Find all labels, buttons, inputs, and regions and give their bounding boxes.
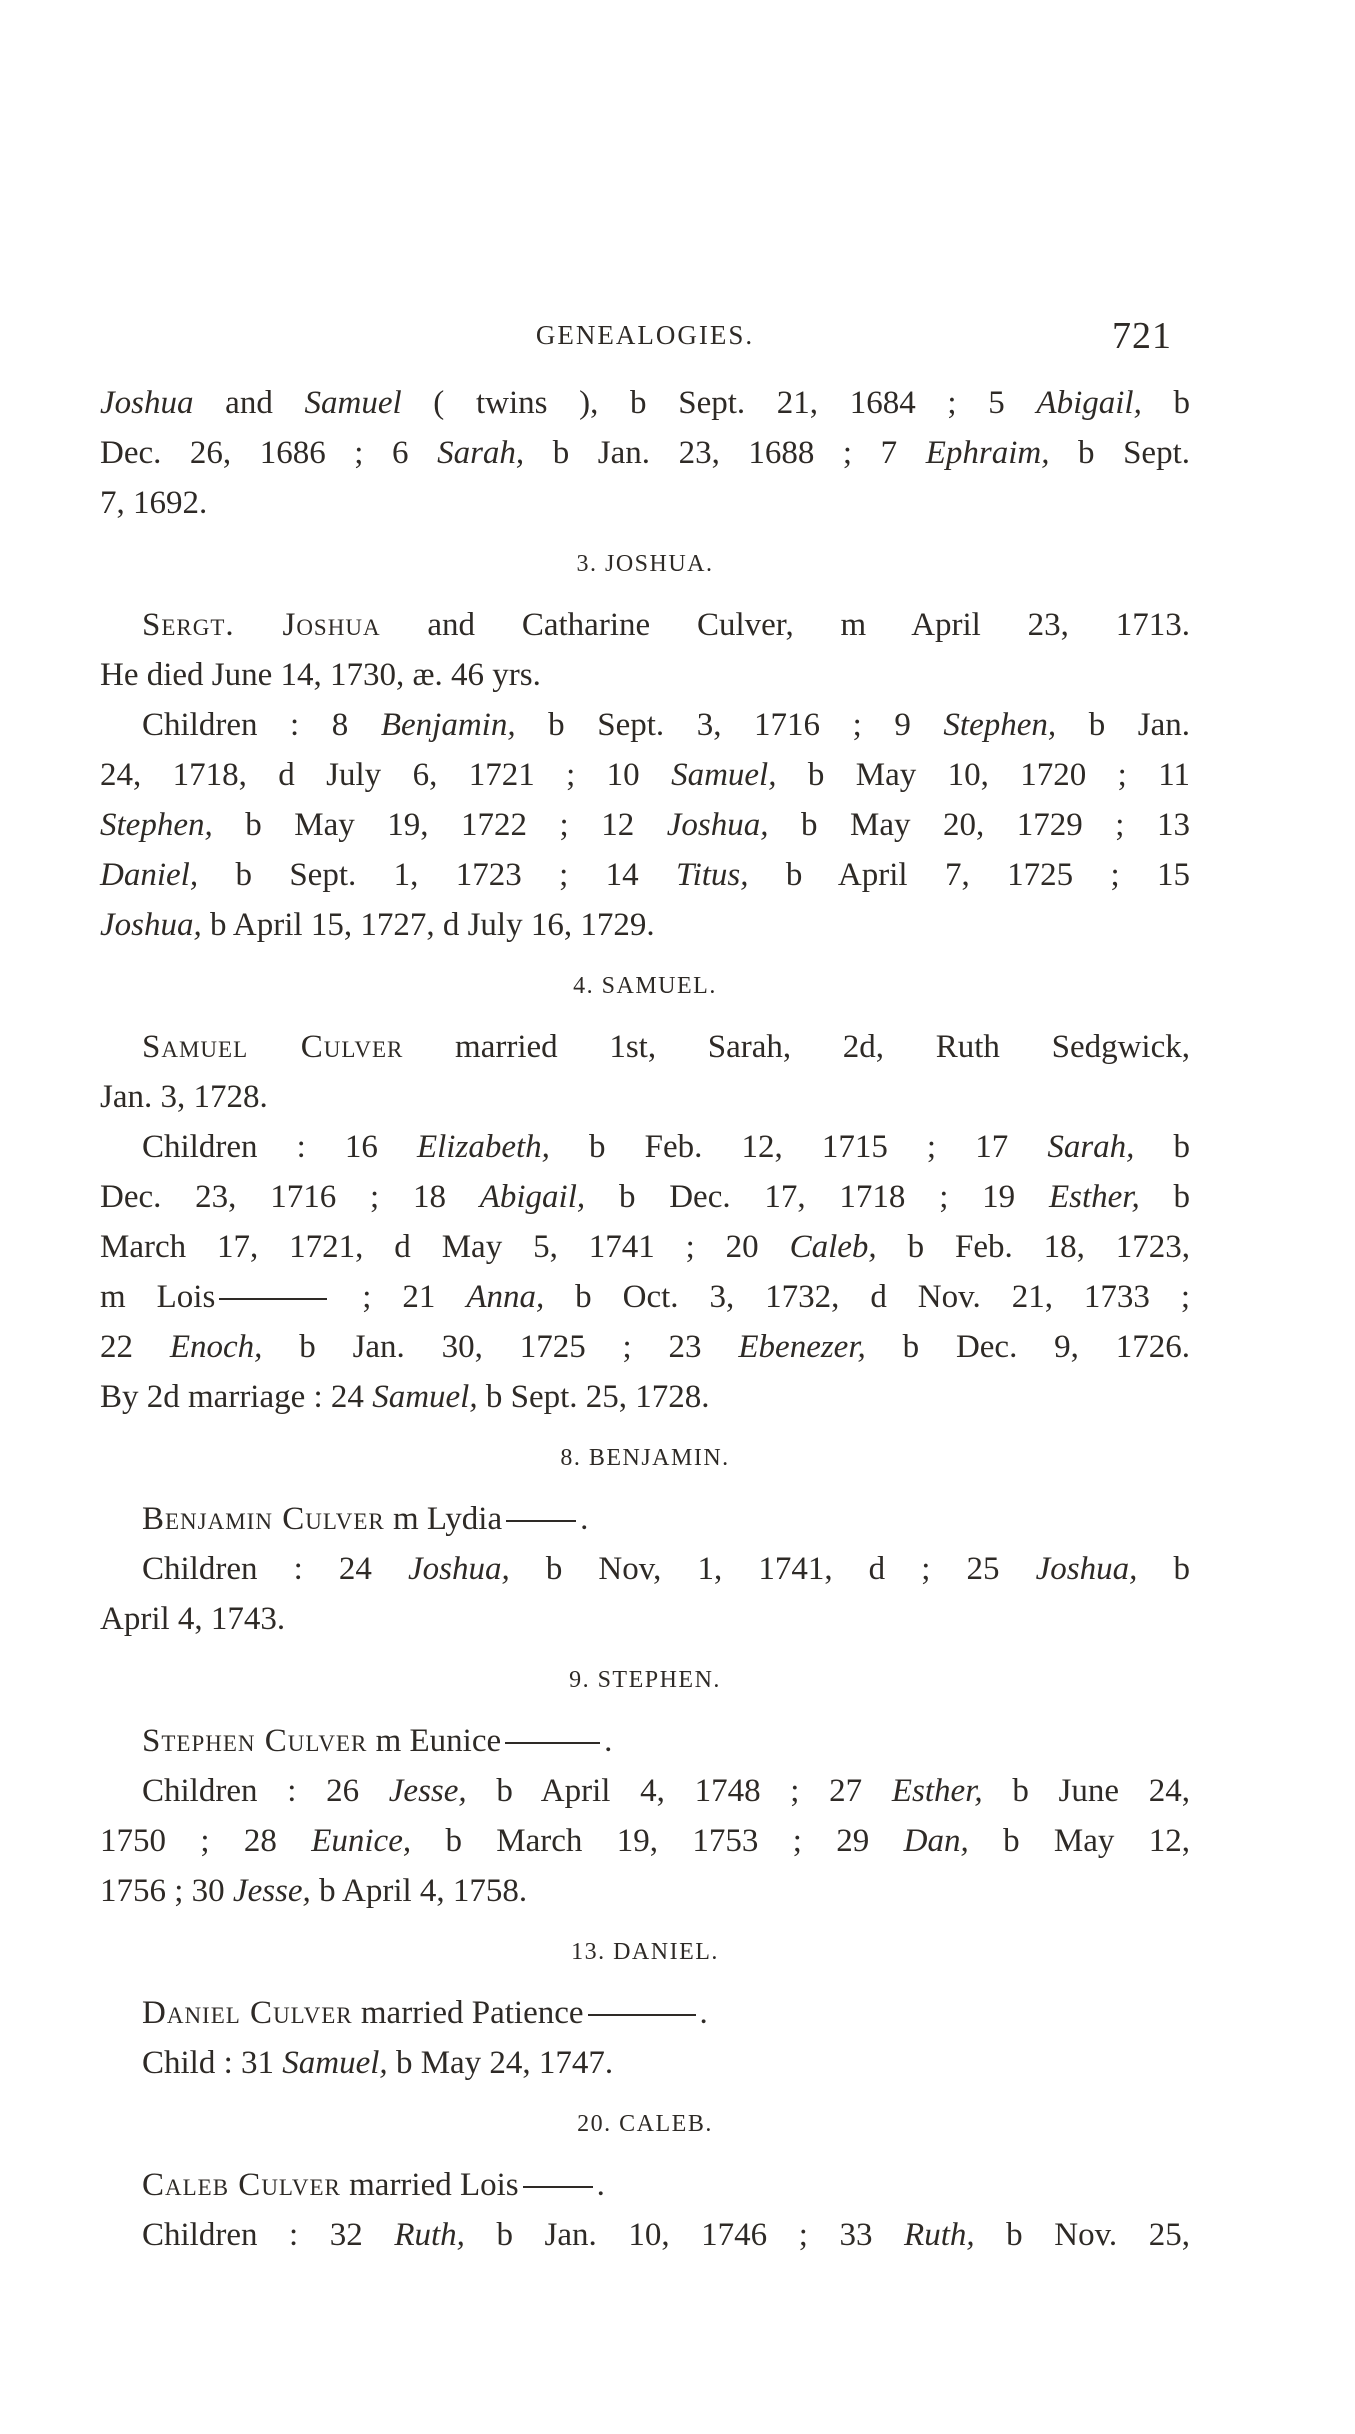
text-line xyxy=(100,1866,1190,1916)
person-name: Sergt. Joshua xyxy=(142,607,381,643)
text-run: b Sept. 1, 1723 ; 14 xyxy=(198,857,677,893)
text-line xyxy=(100,1322,1190,1372)
text-run: b April 4, 1748 ; 27 xyxy=(466,1773,892,1809)
child-name: Joshua, xyxy=(407,1551,510,1587)
text-line xyxy=(100,1716,1190,1766)
page-title: GENEALOGIES. xyxy=(535,320,755,350)
child-name: Jesse, xyxy=(388,1773,467,1809)
name-joshua: Joshua xyxy=(100,385,194,421)
intro-section xyxy=(100,378,1190,528)
text-line xyxy=(100,1022,1190,1072)
text-run: b April 7, 1725 ; 15 xyxy=(748,857,1190,893)
text-run: b xyxy=(1134,1129,1191,1165)
text-run: Children : 24 xyxy=(142,1551,408,1587)
text-run: b May 20, 1729 ; 13 xyxy=(768,807,1190,843)
text-run: b April 15, 1727, d July 16, 1729. xyxy=(201,907,655,943)
section-samuel xyxy=(100,950,1190,1422)
text-run: m Lydia xyxy=(384,1501,503,1537)
text-run: married Lois xyxy=(340,2167,519,2203)
text-run: b May 10, 1720 ; 11 xyxy=(776,757,1190,793)
text-run: . xyxy=(699,1995,708,2031)
text-run: b Feb. 18, 1723, xyxy=(876,1229,1190,1265)
child-name: Samuel, xyxy=(282,2045,388,2081)
section-heading: 9. STEPHEN. xyxy=(569,1667,721,1693)
blank-dash xyxy=(588,2014,696,2016)
text-run: b June 24, xyxy=(982,1773,1190,1809)
name-abigail: Abigail, xyxy=(1036,385,1142,421)
person-name: Daniel Culver xyxy=(142,1995,353,2031)
person-name: Samuel Culver xyxy=(142,1029,404,1065)
text-line xyxy=(100,1372,1190,1422)
child-name: Joshua, xyxy=(100,907,202,943)
text-run: 1750 ; 28 xyxy=(100,1823,312,1859)
text-run: and Catharine Culver, m April 23, 1713. xyxy=(380,607,1190,643)
text-run: ; 21 xyxy=(331,1279,467,1315)
section-heading: 8. BENJAMIN. xyxy=(560,1445,730,1471)
text-line xyxy=(100,900,1190,950)
section-benjamin xyxy=(100,1422,1190,1644)
child-name: Titus, xyxy=(676,857,749,893)
text-run: married 1st, Sarah, 2d, Ruth Sedgwick, xyxy=(403,1029,1190,1065)
text-run: Child : 31 xyxy=(142,2045,283,2081)
text-run: By 2d marriage : 24 xyxy=(100,1379,373,1415)
text-line xyxy=(100,1766,1190,1816)
child-name: Elizabeth, xyxy=(416,1129,550,1165)
text-line xyxy=(100,650,1190,700)
text-run: b Jan. 10, 1746 ; 33 xyxy=(464,2217,905,2253)
text-run: b xyxy=(1141,385,1190,421)
text-run: and xyxy=(193,385,305,421)
person-name: Stephen Culver xyxy=(142,1723,368,1759)
text-line xyxy=(100,2038,1190,2088)
text-line xyxy=(100,750,1190,800)
text-run: . xyxy=(604,1723,613,1759)
child-name: Anna, xyxy=(466,1279,545,1315)
child-name: Esther, xyxy=(1048,1179,1140,1215)
text-run: b March 19, 1753 ; 29 xyxy=(411,1823,904,1859)
text-line xyxy=(100,1594,1190,1644)
name-sarah: Sarah, xyxy=(437,435,525,471)
blank-dash xyxy=(506,1520,576,1522)
text-run: b May 19, 1722 ; 12 xyxy=(212,807,667,843)
child-name: Eunice, xyxy=(311,1823,412,1859)
text-line xyxy=(100,1988,1190,2038)
child-name: Esther, xyxy=(891,1773,983,1809)
text-run: Dec. 23, 1716 ; 18 xyxy=(100,1179,480,1215)
name-samuel: Samuel xyxy=(304,385,402,421)
blank-dash xyxy=(523,2186,593,2188)
child-name: Sarah, xyxy=(1047,1129,1135,1165)
text-run: March 17, 1721, d May 5, 1741 ; 20 xyxy=(100,1229,790,1265)
text-run: Children : 32 xyxy=(142,2217,395,2253)
text-run: 1756 ; 30 xyxy=(100,1873,233,1909)
section-daniel xyxy=(100,1916,1190,2088)
section-joshua xyxy=(100,528,1190,950)
text-run: b Sept. xyxy=(1049,435,1190,471)
text-run: b xyxy=(1139,1179,1191,1215)
text-line xyxy=(100,1494,1190,1544)
child-name: Joshua, xyxy=(1035,1551,1138,1587)
text-run: b May 12, xyxy=(968,1823,1191,1859)
text-line xyxy=(100,378,1190,428)
text-run: 7, 1692. xyxy=(100,485,208,521)
text-run: b xyxy=(1137,1551,1191,1587)
text-run: b Dec. 9, 1726. xyxy=(865,1329,1190,1365)
text-run: b Jan. xyxy=(1056,707,1190,743)
text-run: b Nov. 25, xyxy=(974,2217,1190,2253)
child-name: Ruth, xyxy=(394,2217,465,2253)
blank-dash xyxy=(505,1742,600,1744)
page-number: 721 xyxy=(1112,315,1172,357)
text-run: Children : 26 xyxy=(142,1773,389,1809)
text-run: Jan. 3, 1728. xyxy=(100,1079,268,1115)
text-run: b Oct. 3, 1732, d Nov. 21, 1733 ; xyxy=(544,1279,1191,1315)
text-run: Children : 16 xyxy=(142,1129,417,1165)
text-run: 22 xyxy=(100,1329,170,1365)
text-line xyxy=(100,850,1190,900)
text-run: b May 24, 1747. xyxy=(387,2045,614,2081)
text-run: b April 4, 1758. xyxy=(310,1873,528,1909)
child-name: Caleb, xyxy=(789,1229,877,1265)
child-name: Samuel, xyxy=(671,757,777,793)
text-run: He died June 14, 1730, æ. 46 yrs. xyxy=(100,657,541,693)
text-run: b Nov, 1, 1741, d ; 25 xyxy=(509,1551,1036,1587)
text-line xyxy=(100,1222,1190,1272)
child-name: Abigail, xyxy=(479,1179,586,1215)
section-heading: 13. DANIEL. xyxy=(571,1939,719,1965)
text-run: b Feb. 12, 1715 ; 17 xyxy=(549,1129,1048,1165)
text-run: m Lois xyxy=(100,1279,216,1315)
text-run: Children : 8 xyxy=(142,707,381,743)
text-run: b Sept. 25, 1728. xyxy=(477,1379,710,1415)
text-line xyxy=(100,2160,1190,2210)
text-line xyxy=(100,1122,1190,1172)
text-line xyxy=(100,700,1190,750)
text-line xyxy=(100,1544,1190,1594)
name-ephraim: Ephraim, xyxy=(925,435,1050,471)
child-name: Samuel, xyxy=(372,1379,478,1415)
text-line xyxy=(100,1272,1190,1322)
text-run: . xyxy=(580,1501,589,1537)
child-name: Dan, xyxy=(903,1823,969,1859)
text-run: 24, 1718, d July 6, 1721 ; 10 xyxy=(100,757,672,793)
text-run: Dec. 26, 1686 ; 6 xyxy=(100,435,438,471)
text-line xyxy=(100,428,1190,478)
child-name: Enoch, xyxy=(169,1329,263,1365)
section-caleb xyxy=(100,2088,1190,2260)
section-heading: 20. CALEB. xyxy=(577,2111,713,2137)
child-name: Joshua, xyxy=(666,807,769,843)
child-name: Daniel, xyxy=(100,857,199,893)
text-run: . xyxy=(596,2167,605,2203)
book-page xyxy=(100,300,1190,2260)
child-name: Ebenezer, xyxy=(738,1329,866,1365)
person-name: Caleb Culver xyxy=(142,2167,341,2203)
child-name: Ruth, xyxy=(904,2217,975,2253)
running-head xyxy=(100,300,1190,360)
section-heading: 3. JOSHUA. xyxy=(576,551,714,577)
text-line xyxy=(100,478,1190,528)
text-line xyxy=(100,600,1190,650)
child-name: Stephen, xyxy=(100,807,213,843)
text-run: b Dec. 17, 1718 ; 19 xyxy=(585,1179,1049,1215)
text-run: b Jan. 23, 1688 ; 7 xyxy=(524,435,926,471)
text-line xyxy=(100,800,1190,850)
text-run: April 4, 1743. xyxy=(100,1601,286,1637)
text-run: ( twins ), b Sept. 21, 1684 ; 5 xyxy=(401,385,1037,421)
person-name: Benjamin Culver xyxy=(142,1501,385,1537)
text-line xyxy=(100,1816,1190,1866)
section-heading: 4. SAMUEL. xyxy=(573,973,717,999)
text-run: m Eunice xyxy=(367,1723,502,1759)
section-stephen xyxy=(100,1644,1190,1916)
text-run: b Sept. 3, 1716 ; 9 xyxy=(515,707,944,743)
child-name: Jesse, xyxy=(232,1873,311,1909)
child-name: Benjamin, xyxy=(380,707,516,743)
text-line xyxy=(100,1072,1190,1122)
child-name: Stephen, xyxy=(943,707,1057,743)
text-run: married Patience xyxy=(352,1995,584,2031)
text-run: b Jan. 30, 1725 ; 23 xyxy=(262,1329,739,1365)
text-line xyxy=(100,2210,1190,2260)
blank-dash xyxy=(219,1298,327,1300)
text-line xyxy=(100,1172,1190,1222)
